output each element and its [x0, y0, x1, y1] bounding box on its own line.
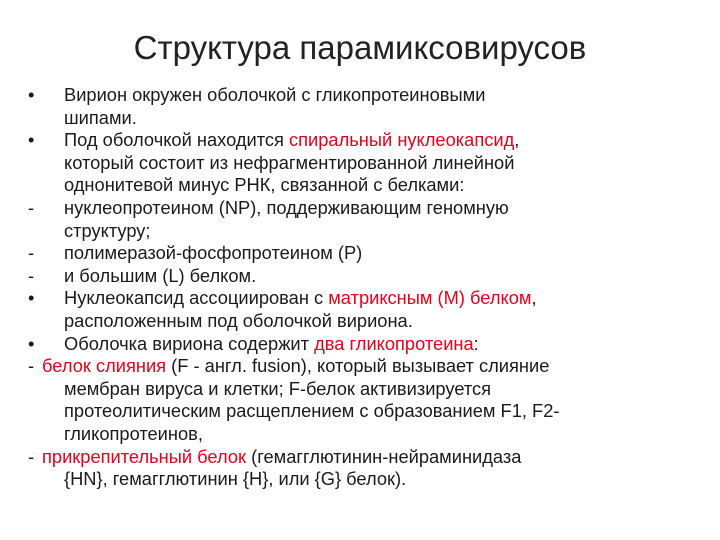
highlighted-term: прикрепительный белок — [42, 445, 247, 467]
text-line — [64, 333, 698, 356]
list-item-text — [64, 197, 698, 242]
dash-marker: - — [28, 445, 35, 467]
text-line — [64, 197, 698, 220]
text-segment: гликопротеинов, — [64, 422, 203, 444]
list-item-text — [64, 333, 698, 356]
text-segment: и большим (L) белком. — [64, 264, 257, 286]
text-segment: : — [473, 332, 479, 354]
text-segment: полимеразой-фосфопротеином (P) — [64, 242, 363, 264]
text-line — [64, 310, 698, 333]
text-line — [42, 446, 698, 469]
text-line — [42, 378, 698, 401]
text-segment: Вирион окружен оболочкой с гликопротеиновыми — [64, 84, 486, 105]
list-item-text — [64, 287, 698, 332]
text-segment: шипами. — [64, 106, 137, 128]
text-line — [42, 423, 698, 446]
list-item-text — [64, 84, 698, 129]
list-item — [28, 84, 698, 129]
text-segment: структуру; — [64, 219, 151, 241]
list-item-text — [64, 129, 698, 197]
bullet-marker: • — [28, 332, 35, 354]
text-line — [64, 265, 698, 288]
text-segment: мембран вируса и клетки; F-белок активизируется — [64, 377, 492, 399]
dash-marker: - — [28, 264, 35, 286]
highlighted-term: спиральный нуклеокапсид — [289, 129, 515, 151]
text-line — [64, 152, 698, 175]
text-segment: однонитевой минус РНК, связанной с белками: — [64, 174, 465, 196]
dash-marker: - — [28, 196, 35, 218]
text-line — [42, 400, 698, 423]
list-item — [28, 333, 698, 356]
text-segment: (F - англ. fusion), который вызывает слияние — [166, 355, 550, 377]
list-item — [28, 446, 698, 491]
text-line — [64, 242, 698, 265]
text-line — [42, 468, 698, 491]
text-segment: (гемагглютинин-нейраминидаза — [246, 445, 522, 467]
highlighted-term: белок слияния — [42, 355, 167, 377]
text-segment: протеолитическим расщеплением с образованием F1, F2- — [64, 400, 560, 422]
text-segment: Под оболочкой находится — [64, 129, 290, 151]
text-segment: , — [514, 129, 520, 151]
text-line — [64, 287, 698, 310]
text-segment: Оболочка вириона содержит — [64, 332, 315, 354]
list-item-text — [64, 242, 698, 265]
highlighted-term: матриксным (М) белком — [328, 287, 532, 309]
bullet-marker: • — [28, 84, 35, 105]
slide-body — [28, 84, 698, 491]
list-item — [28, 265, 698, 288]
list-item — [28, 129, 698, 197]
text-segment: , — [531, 287, 537, 309]
bullet-marker: • — [28, 129, 35, 151]
bullet-marker: • — [28, 287, 35, 309]
slide-title: Структура парамиксовирусов — [133, 29, 587, 66]
text-line — [64, 129, 698, 152]
text-line — [64, 220, 698, 243]
dash-marker: - — [28, 242, 35, 264]
text-line — [64, 107, 698, 130]
list-item-text — [42, 446, 698, 491]
text-segment: нуклеопротеином (NP), поддерживающим геномную — [64, 196, 509, 218]
list-item — [28, 355, 698, 445]
highlighted-term: два гликопротеина — [314, 332, 474, 354]
text-line — [64, 84, 698, 107]
text-segment: который состоит из нефрагментированной линейной — [64, 151, 515, 173]
text-segment: Нуклеокапсид ассоциирован с — [64, 287, 329, 309]
text-line — [42, 355, 698, 378]
list-item — [28, 242, 698, 265]
dash-marker: - — [28, 355, 35, 377]
text-line — [64, 174, 698, 197]
text-segment: {HN}, гемагглютинин {Н}, или {G} белок). — [64, 468, 407, 490]
list-item — [28, 197, 698, 242]
list-item-text — [42, 355, 698, 445]
list-item-text — [64, 265, 698, 288]
list-item — [28, 287, 698, 332]
text-segment: расположенным под оболочкой вириона. — [64, 309, 413, 331]
